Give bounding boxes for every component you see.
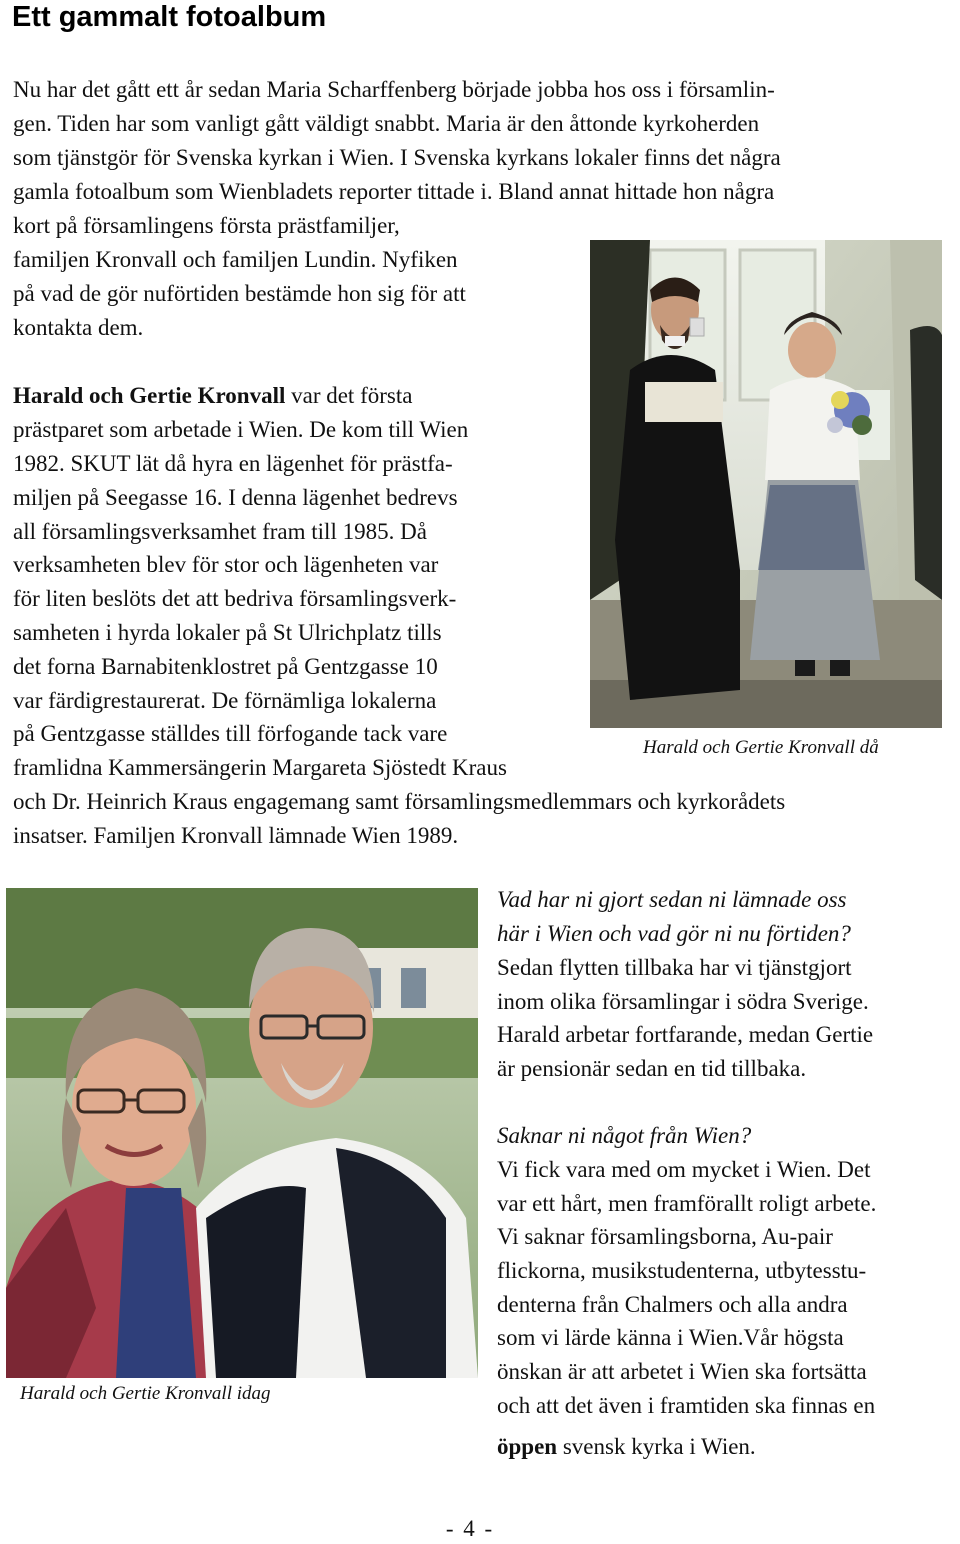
answer-1-line: inom olika församlingar i södra Sverige. (497, 989, 869, 1014)
answer-2-line: Vi saknar församlingsborna, Au-pair (497, 1224, 833, 1249)
intro-line: på vad de gör nuförtiden bestämde hon sig för att (13, 281, 466, 306)
history-line: och Dr. Heinrich Kraus engagemang samt församlingsmedlemmars och kyrkorådets (13, 789, 786, 814)
question-1-line: Vad har ni gjort sedan ni lämnade oss (497, 887, 847, 912)
history-line: på Gentzgasse ställdes till förfogande tack vare (13, 721, 448, 746)
answer-2-line: som vi lärde känna i Wien.Vår högsta (497, 1325, 844, 1350)
history-line: insatser. Familjen Kronvall lämnade Wien 1989. (13, 823, 459, 848)
history-line: det forna Barnabitenklostret på Gentzgasse 10 (13, 654, 438, 679)
answer-2-line: och att det även i framtiden ska finnas en (497, 1393, 876, 1418)
page-title: Ett gammalt fotoalbum (12, 1, 327, 33)
intro-line: kort på församlingens första prästfamiljer, (13, 213, 400, 238)
answer-2-line: var ett hårt, men framförallt roligt arbete. (497, 1191, 877, 1216)
answer-1-line: är pensionär sedan en tid tillbaka. (497, 1056, 807, 1081)
photo-now-image (6, 888, 478, 1378)
history-line: 1982. SKUT lät då hyra en lägenhet för prästfa- (13, 451, 453, 476)
history-line: all församlingsverksamhet fram till 1985. Då (13, 519, 427, 544)
history-line: för liten beslöts det att bedriva församlingsverk- (13, 586, 457, 611)
history-line: framlidna Kammersängerin Margareta Sjöstedt Kraus (13, 755, 507, 780)
photo-then (590, 240, 942, 728)
history-bold-names: Harald och Gertie Kronvall (13, 383, 286, 408)
intro-line: gen. Tiden har som vanligt gått väldigt snabbt. Maria är den åttonde kyrkoherden (13, 111, 760, 136)
intro-line: gamla fotoalbum som Wienbladets reporter tittade i. Bland annat hittade hon några (13, 179, 775, 204)
answer-1-line: Harald arbetar fortfarande, medan Gertie (497, 1022, 874, 1047)
answer-2-last-rest: svensk kyrka i Wien. (557, 1434, 756, 1459)
photo-now-caption: Harald och Gertie Kronvall idag (20, 1383, 271, 1404)
answer-2-line: flickorna, musikstudenterna, utbytesstu- (497, 1258, 867, 1283)
history-line: var färdigrestaurerat. De förnämliga lokalerna (13, 688, 437, 713)
answer-1-line: Sedan flytten tillbaka har vi tjänstgjort (497, 955, 852, 980)
photo-then-image (590, 240, 942, 728)
answer-2-last-line (497, 1432, 756, 1462)
history-first-line-rest: var det första (285, 383, 413, 408)
intro-line: familjen Kronvall och familjen Lundin. Nyfiken (13, 247, 458, 272)
history-line: verksamheten blev för stor och lägenheten var (13, 552, 439, 577)
intro-line: kontakta dem. (13, 315, 144, 340)
answer-2-line: denterna från Chalmers och alla andra (497, 1292, 848, 1317)
answer-2-line: önskan är att arbetet i Wien ska fortsätta (497, 1359, 867, 1384)
intro-line: som tjänstgör för Svenska kyrkan i Wien. I Svenska kyrkans lokaler finns det några (13, 145, 781, 170)
history-line: miljen på Seegasse 16. I denna lägenhet bedrevs (13, 485, 458, 510)
page-number: - 4 - (445, 1516, 495, 1541)
question-2-line: Saknar ni något från Wien? (497, 1123, 752, 1148)
answer-2-bold-word: öppen (497, 1434, 558, 1459)
history-line: samheten i hyrda lokaler på St Ulrichplatz tills (13, 620, 442, 645)
history-line-first (13, 381, 412, 411)
photo-then-caption: Harald och Gertie Kronvall då (643, 737, 879, 758)
intro-line: Nu har det gått ett år sedan Maria Scharffenberg började jobba hos oss i församlin- (13, 77, 775, 102)
question-1-line: här i Wien och vad gör ni nu förtiden? (497, 921, 851, 946)
answer-2-line: Vi fick vara med om mycket i Wien. Det (497, 1157, 871, 1182)
history-line: prästparet som arbetade i Wien. De kom till Wien (13, 417, 469, 442)
photo-now (6, 888, 478, 1378)
